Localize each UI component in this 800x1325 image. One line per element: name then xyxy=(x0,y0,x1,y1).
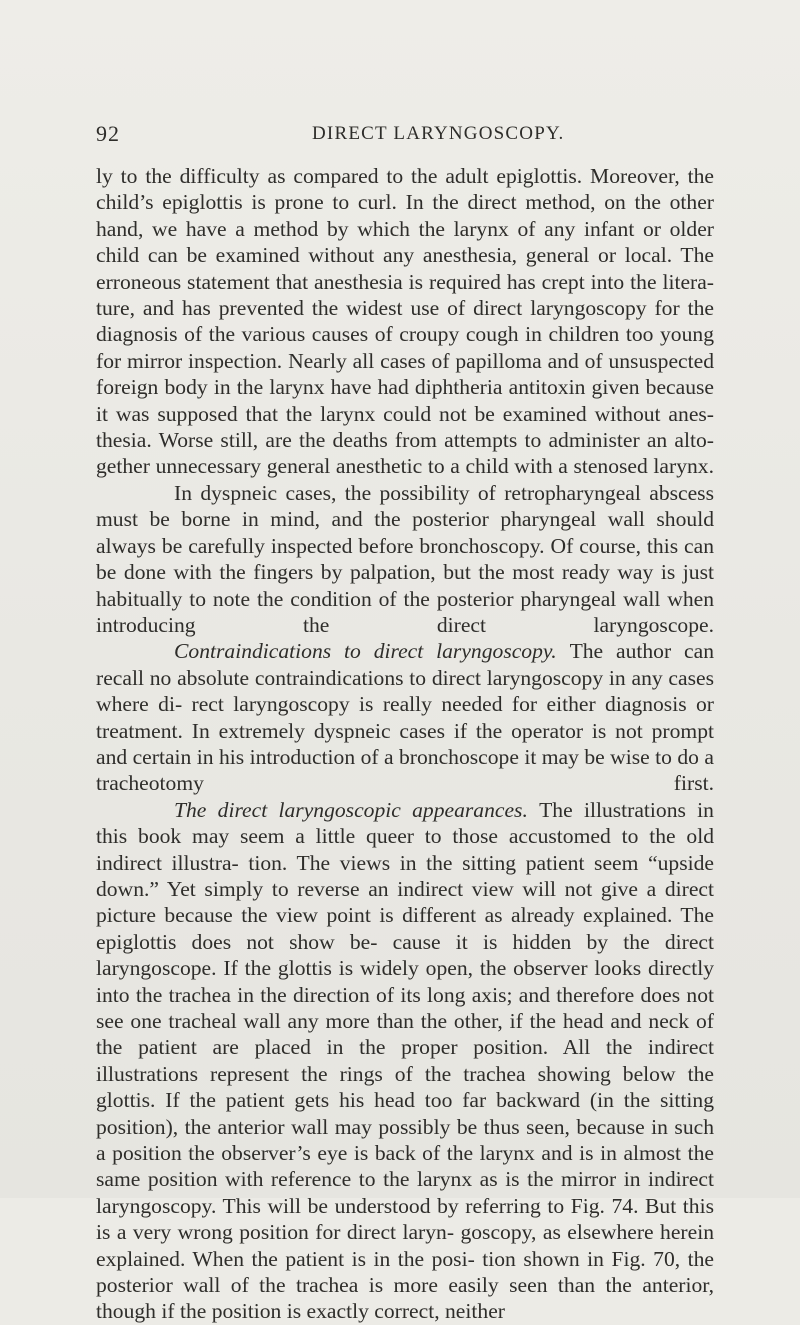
paragraph-text: The illustrations in this book may seem a little queer to those accustomed to the old indirect illustra- tion. The views in the sitting patient seem “upside down.” Yet simply to reverse an indirect view will not give a direct picture because the view point is different as already explained. The epiglottis does not show be- cause it is hidden by the direct laryngoscope. If the glottis is widely open, the observer looks directly into the trachea in the direction of its long axis; and therefore does not see one tracheal wall any more than the other, if the head and neck of the patient are placed in the proper position. All the indirect illustrations represent the rings of the trachea showing below the glottis. If the patient gets his head too far backward (in the sitting position), the anterior wall may possibly be thus seen, because in such a position the observer’s eye is back of the larynx and is in almost the same position with reference to the larynx as is the mirror in indirect laryngoscopy. This will be understood by referring to Fig. 74. But this is a very wrong position for direct laryn- goscopy, as elsewhere herein explained. When the patient is in the posi- tion shown in Fig. 70, the posterior wall of the trachea is more easily seen than the anterior, though if the position is exactly correct, neither xyxy=(96,797,714,1324)
paragraph-text: In dyspneic cases, the possibility of retropharyngeal abscess must be borne in mind, and the posterior pharyngeal wall should always be carefully inspected before bronchoscopy. Of course, this can be done with the fingers by palpation, but the most ready way is just habitually to note the condition of the posterior pharyngeal wall when introducing the direct laryngoscope. xyxy=(96,480,714,637)
paragraph-continued xyxy=(96,163,714,480)
running-title: DIRECT LARYNGOSCOPY. xyxy=(312,123,565,144)
paragraph-text: ly to the difficulty as compared to the adult epiglottis. Moreover, the child’s epiglottis is prone to curl. In the direct method, on the other hand, we have a method by which the larynx of any infant or older child can be examined without any anesthesia, general or local. The erroneous statement that anesthesia is required has crept into the litera- ture, and has prevented the widest use of direct laryngoscopy for the diagnosis of the various causes of croupy cough in children too young for mirror inspection. Nearly all cases of papilloma and of unsuspected foreign body in the larynx have had diphtheria antitoxin given because it was supposed that the larynx could not be examined without anes- thesia. Worse still, are the deaths from attempts to administer an alto- gether unnecessary general anesthetic to a child with a stenosed larynx. xyxy=(96,164,714,479)
running-head xyxy=(96,121,656,151)
paragraph-dyspneic-cases xyxy=(96,480,714,638)
section-heading-appearances: The direct laryngoscopic appearances. xyxy=(174,797,540,822)
section-heading-contraindications: Contraindications to direct laryngoscopy. xyxy=(174,639,570,664)
paragraph-text: The author can recall no absolute contraindications to direct laryngoscopy in any cases where di- rect laryngoscopy is really needed for either diagnosis or treatment. In extremely dyspneic cases if the operator is not prompt and certain in his introduction of a bronchoscope it may be wise to do a tracheotomy first. xyxy=(96,639,715,796)
page-number: 92 xyxy=(96,121,120,146)
body-text xyxy=(96,163,714,1325)
paragraph-appearances xyxy=(96,797,714,1325)
paragraph-contraindications xyxy=(96,638,714,796)
